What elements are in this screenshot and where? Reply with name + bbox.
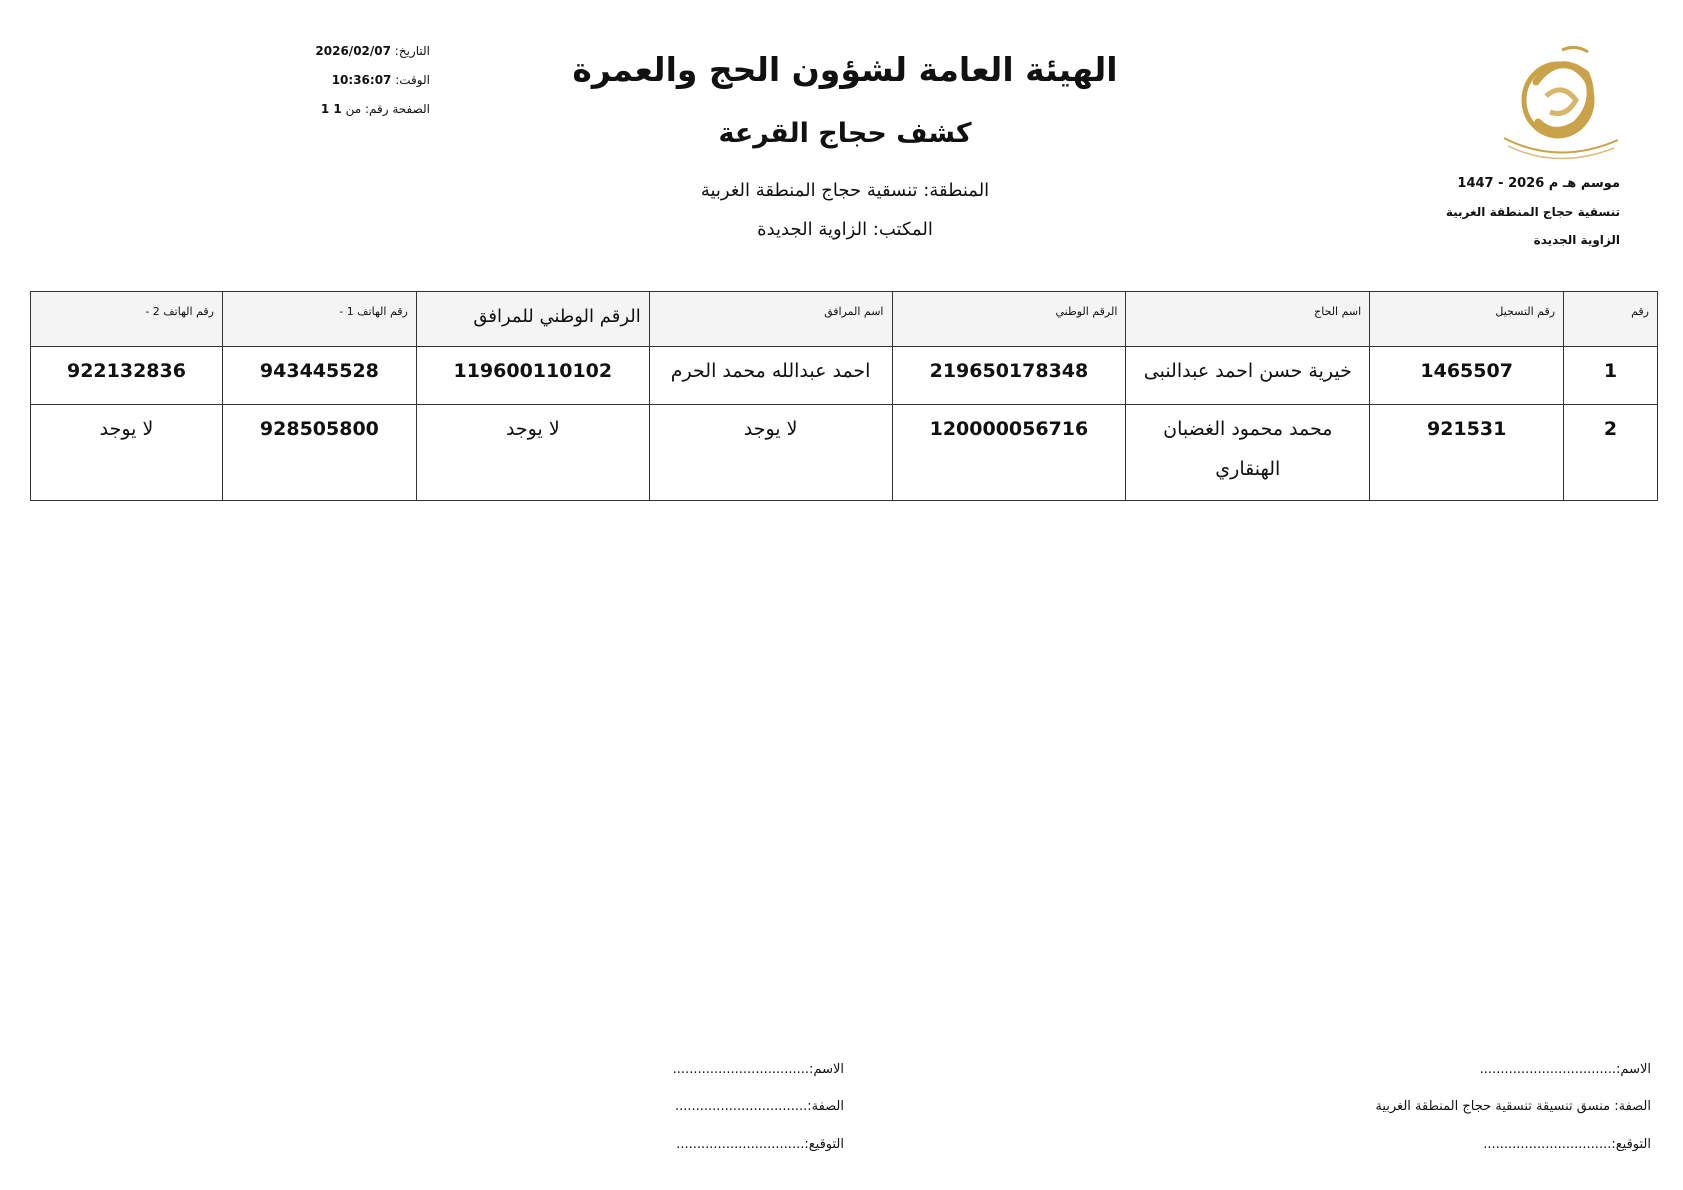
cell-registration: 1465507 bbox=[1370, 347, 1564, 405]
cell-phone-2: 922132836 bbox=[31, 347, 223, 405]
footer-right-name bbox=[1480, 1062, 1651, 1077]
table-header-row bbox=[31, 292, 1658, 347]
name-dots: ................................. bbox=[1479, 1062, 1617, 1077]
cell-index: 1 bbox=[1564, 347, 1658, 405]
name-label: الاسم: bbox=[1616, 1062, 1651, 1077]
signature-dots: ............................... bbox=[676, 1137, 805, 1152]
page-value: 1 1 bbox=[320, 102, 342, 116]
table-row bbox=[31, 347, 1658, 405]
column-header-phone-2: رقم الهاتف 2 - bbox=[31, 292, 223, 347]
footer-right-role: الصفة: منسق تنسيقة تنسقية حجاج المنطقة الغربية bbox=[1375, 1099, 1651, 1114]
page-label: الصفحة رقم: من bbox=[345, 102, 430, 116]
cell-index: 2 bbox=[1564, 405, 1658, 501]
date-value: 2026/02/07 bbox=[315, 44, 391, 58]
column-header-registration: رقم التسجيل bbox=[1370, 292, 1564, 347]
signature-label: التوقيع: bbox=[1611, 1137, 1651, 1152]
season-info bbox=[1446, 176, 1620, 261]
column-header-index: رقم bbox=[1564, 292, 1658, 347]
signature-label: التوقيع: bbox=[804, 1137, 844, 1152]
column-header-phone-1: رقم الهاتف 1 - bbox=[222, 292, 416, 347]
cell-national-id: 219650178348 bbox=[892, 347, 1126, 405]
cell-pilgrim-name: خيرية حسن احمد عبدالنبى bbox=[1126, 347, 1370, 405]
cell-companion-id: 119600110102 bbox=[416, 347, 649, 405]
cell-national-id: 120000056716 bbox=[892, 405, 1126, 501]
role-label: الصفة: bbox=[807, 1099, 844, 1114]
cell-phone-1: 943445528 bbox=[222, 347, 416, 405]
season-office: الزاوية الجديدة bbox=[1533, 233, 1620, 247]
table-row bbox=[31, 405, 1658, 501]
page-line bbox=[300, 102, 430, 131]
cell-pilgrim-name: محمد محمود الغضبان الهنقاري bbox=[1126, 405, 1370, 501]
name-dots: ................................. bbox=[672, 1062, 810, 1077]
cell-companion-name: احمد عبدالله محمد الحرم bbox=[649, 347, 892, 405]
footer-middle-role bbox=[675, 1099, 844, 1114]
footer-middle-signature bbox=[676, 1137, 844, 1152]
cell-registration: 921531 bbox=[1370, 405, 1564, 501]
time-value: 10:36:07 bbox=[331, 73, 392, 87]
cell-companion-name: لا يوجد bbox=[649, 405, 892, 501]
season-year: موسم هـ م 2026 - 1447 bbox=[1457, 176, 1620, 191]
date-label: التاريخ: bbox=[394, 44, 430, 58]
name-label: الاسم: bbox=[809, 1062, 844, 1077]
pilgrims-table bbox=[30, 291, 1658, 501]
column-header-companion-id: الرقم الوطني للمرافق bbox=[416, 292, 649, 347]
footer-right-signature bbox=[1483, 1137, 1651, 1152]
column-header-pilgrim-name: اسم الحاج bbox=[1126, 292, 1370, 347]
cell-phone-2: لا يوجد bbox=[31, 405, 223, 501]
season-region: تنسقية حجاج المنطقة الغربية bbox=[1445, 205, 1620, 219]
cell-companion-id: لا يوجد bbox=[416, 405, 649, 501]
date-line bbox=[300, 44, 430, 73]
report-subtitle: كشف حجاج القرعة bbox=[718, 118, 972, 149]
hajj-authority-logo-icon bbox=[1496, 42, 1626, 162]
column-header-national-id: الرقم الوطني bbox=[892, 292, 1126, 347]
time-line bbox=[300, 73, 430, 102]
report-meta bbox=[300, 44, 430, 131]
time-label: الوقت: bbox=[395, 73, 430, 87]
footer-middle-name bbox=[673, 1062, 844, 1077]
cell-phone-1: 928505800 bbox=[222, 405, 416, 501]
role-dots: ................................ bbox=[674, 1099, 808, 1114]
region-label: المنطقة: تنسقية حجاج المنطقة الغربية bbox=[700, 180, 990, 201]
column-header-companion-name: اسم المرافق bbox=[649, 292, 892, 347]
signature-dots: ............................... bbox=[1483, 1137, 1612, 1152]
page-title: الهيئة العامة لشؤون الحج والعمرة bbox=[572, 50, 1118, 89]
office-label: المكتب: الزاوية الجديدة bbox=[757, 219, 933, 240]
